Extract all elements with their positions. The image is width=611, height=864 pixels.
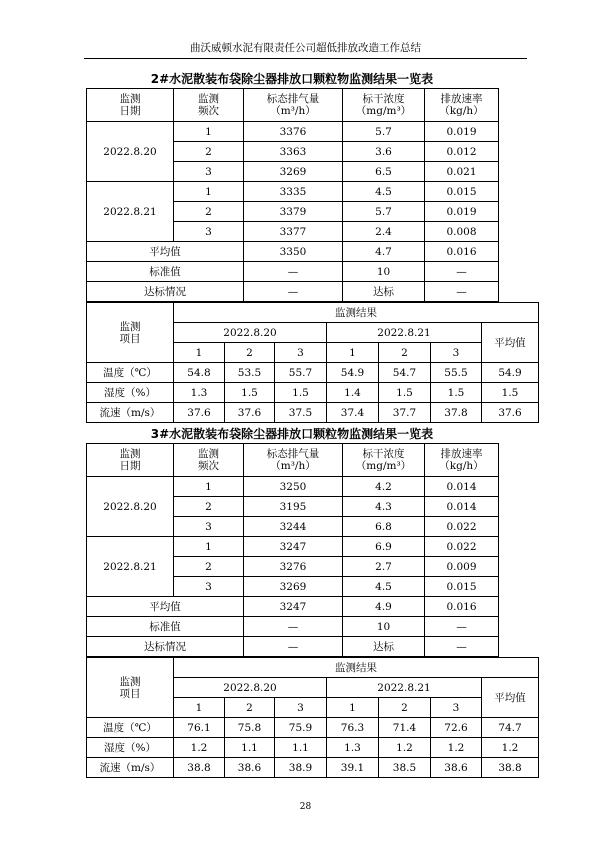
param-value: 1.4	[327, 383, 379, 403]
section-3-dust-collector	[86, 425, 526, 778]
rate-cell: 0.015	[425, 577, 499, 597]
table-row	[87, 537, 499, 557]
date-header: 2022.8.20	[174, 323, 327, 343]
rate-cell: 0.019	[425, 202, 499, 222]
header-concentration: 标干浓度 （mg/m³）	[343, 89, 425, 122]
param-value: 38.9	[275, 758, 327, 778]
average-header: 平均值	[482, 323, 539, 363]
param-value: 1.5	[275, 383, 327, 403]
param-value: 1.2	[379, 738, 431, 758]
run-header: 1	[327, 698, 379, 718]
param-average: 1.2	[482, 738, 539, 758]
compliance-row	[87, 637, 499, 657]
run-header: 2	[225, 698, 275, 718]
flow-cell: 3269	[244, 162, 343, 182]
param-value: 38.8	[174, 758, 225, 778]
param-average: 38.8	[482, 758, 539, 778]
run-cell: 1	[174, 182, 244, 202]
param-value: 71.4	[379, 718, 431, 738]
param-value: 37.6	[174, 403, 225, 423]
rate-cell: 0.012	[425, 142, 499, 162]
param-value: 38.5	[379, 758, 431, 778]
rate-cell: 0.014	[425, 497, 499, 517]
header-row	[87, 444, 499, 477]
date-header: 2022.8.20	[174, 678, 327, 698]
emission-results-table	[86, 443, 499, 657]
concentration-cell: 10	[343, 262, 425, 282]
header-emission-rate: 排放速率 （kg/h）	[425, 444, 499, 477]
rate-cell: 0.022	[425, 517, 499, 537]
rate-cell: 0.016	[425, 597, 499, 617]
run-cell: 1	[174, 477, 244, 497]
concentration-cell: 达标	[343, 282, 425, 302]
results-header: 监测结果	[174, 303, 539, 323]
param-value: 55.5	[431, 363, 482, 383]
run-header: 3	[431, 343, 482, 363]
concentration-cell: 5.7	[343, 202, 425, 222]
parameter-results-table	[86, 302, 539, 423]
param-value: 75.9	[275, 718, 327, 738]
concentration-cell: 5.7	[343, 122, 425, 142]
concentration-cell: 2.4	[343, 222, 425, 242]
flow-cell: 3376	[244, 122, 343, 142]
header-run: 监测 频次	[174, 444, 244, 477]
rate-cell: 0.009	[425, 557, 499, 577]
param-value: 75.8	[225, 718, 275, 738]
page-number: 28	[299, 802, 312, 812]
header-emission-rate: 排放速率 （kg/h）	[425, 89, 499, 122]
flow-cell: 3244	[244, 517, 343, 537]
rate-cell: 0.021	[425, 162, 499, 182]
param-label: 温度（℃）	[87, 363, 174, 383]
date-cell: 2022.8.20	[87, 122, 174, 182]
param-value: 72.6	[431, 718, 482, 738]
table-title: 2#水泥散装布袋除尘器排放口颗粒物监测结果一览表	[150, 72, 434, 86]
average-label: 平均值	[87, 242, 244, 262]
parameter-results-table	[86, 657, 539, 778]
run-header: 3	[431, 698, 482, 718]
header-date: 监测 日期	[87, 89, 174, 122]
concentration-cell: 6.8	[343, 517, 425, 537]
rate-cell: 0.008	[425, 222, 499, 242]
section-2-dust-collector	[86, 70, 526, 423]
param-value: 38.6	[225, 758, 275, 778]
param-label: 温度（℃）	[87, 718, 174, 738]
param-value: 37.6	[225, 403, 275, 423]
flow-cell: 3269	[244, 577, 343, 597]
run-cell: 2	[174, 142, 244, 162]
run-cell: 2	[174, 557, 244, 577]
date-cell: 2022.8.21	[87, 182, 174, 242]
flow-cell: 3363	[244, 142, 343, 162]
flow-cell: 3247	[244, 597, 343, 617]
flow-cell: 3247	[244, 537, 343, 557]
run-header: 1	[174, 698, 225, 718]
header-flow: 标态排气量 （m³/h）	[244, 444, 343, 477]
run-header: 2	[225, 343, 275, 363]
compliance-label: 达标情况	[87, 637, 244, 657]
param-value: 1.5	[225, 383, 275, 403]
run-cell: 3	[174, 162, 244, 182]
table-row	[87, 403, 539, 423]
rate-cell: 0.014	[425, 477, 499, 497]
param-label: 流速（m/s）	[87, 758, 174, 778]
param-value: 37.5	[275, 403, 327, 423]
run-header: 3	[275, 343, 327, 363]
page-header: 曲沃威顿水泥有限责任公司超低排放改造工作总结	[190, 42, 421, 54]
rate-cell: —	[425, 637, 499, 657]
rate-cell: 0.015	[425, 182, 499, 202]
table-row	[87, 477, 499, 497]
average-row	[87, 597, 499, 617]
concentration-cell: 4.3	[343, 497, 425, 517]
run-cell: 3	[174, 577, 244, 597]
param-value: 1.5	[431, 383, 482, 403]
run-header: 1	[174, 343, 225, 363]
table-row	[87, 738, 539, 758]
emission-results-table	[86, 88, 499, 302]
flow-cell: 3377	[244, 222, 343, 242]
param-value: 1.2	[431, 738, 482, 758]
rate-cell: 0.016	[425, 242, 499, 262]
date-cell: 2022.8.21	[87, 537, 174, 597]
param-average: 37.6	[482, 403, 539, 423]
rate-cell: 0.019	[425, 122, 499, 142]
header-run: 监测 频次	[174, 89, 244, 122]
run-cell: 1	[174, 122, 244, 142]
header-flow: 标态排气量 （m³/h）	[244, 89, 343, 122]
date-header: 2022.8.21	[327, 678, 482, 698]
compliance-row	[87, 282, 499, 302]
flow-cell: 3195	[244, 497, 343, 517]
standard-row	[87, 617, 499, 637]
date-header: 2022.8.21	[327, 323, 482, 343]
param-value: 76.3	[327, 718, 379, 738]
flow-cell: 3379	[244, 202, 343, 222]
table-row	[87, 383, 539, 403]
param-value: 53.5	[225, 363, 275, 383]
item-header: 监测 项目	[87, 303, 174, 363]
param-header-row	[87, 303, 539, 323]
param-value: 1.3	[174, 383, 225, 403]
concentration-cell: 4.5	[343, 182, 425, 202]
param-value: 76.1	[174, 718, 225, 738]
param-value: 38.6	[431, 758, 482, 778]
run-header: 3	[275, 698, 327, 718]
concentration-cell: 6.9	[343, 537, 425, 557]
run-cell: 2	[174, 497, 244, 517]
param-average: 1.5	[482, 383, 539, 403]
run-header: 2	[379, 343, 431, 363]
flow-cell: 3250	[244, 477, 343, 497]
standard-row	[87, 262, 499, 282]
table-row	[87, 182, 499, 202]
param-value: 37.7	[379, 403, 431, 423]
header-rule	[84, 58, 527, 59]
param-value: 1.1	[225, 738, 275, 758]
standard-label: 标准值	[87, 617, 244, 637]
param-value: 55.7	[275, 363, 327, 383]
header-concentration: 标干浓度 （mg/m³）	[343, 444, 425, 477]
run-header: 2	[379, 698, 431, 718]
average-row	[87, 242, 499, 262]
table-row	[87, 718, 539, 738]
rate-cell: 0.022	[425, 537, 499, 557]
compliance-label: 达标情况	[87, 282, 244, 302]
param-header-row	[87, 658, 539, 678]
param-label: 湿度（%）	[87, 383, 174, 403]
run-cell: 3	[174, 222, 244, 242]
param-label: 湿度（%）	[87, 738, 174, 758]
rate-cell: —	[425, 617, 499, 637]
concentration-cell: 2.7	[343, 557, 425, 577]
flow-cell: —	[244, 637, 343, 657]
concentration-cell: 4.7	[343, 242, 425, 262]
concentration-cell: 4.5	[343, 577, 425, 597]
param-average: 74.7	[482, 718, 539, 738]
table-row	[87, 122, 499, 142]
param-value: 1.1	[275, 738, 327, 758]
param-label: 流速（m/s）	[87, 403, 174, 423]
param-value: 1.3	[327, 738, 379, 758]
concentration-cell: 3.6	[343, 142, 425, 162]
item-header: 监测 项目	[87, 658, 174, 718]
average-header: 平均值	[482, 678, 539, 718]
flow-cell: 3335	[244, 182, 343, 202]
results-header: 监测结果	[174, 658, 539, 678]
param-value: 54.9	[327, 363, 379, 383]
rate-cell: —	[425, 262, 499, 282]
concentration-cell: 达标	[343, 637, 425, 657]
concentration-cell: 10	[343, 617, 425, 637]
flow-cell: —	[244, 282, 343, 302]
rate-cell: —	[425, 282, 499, 302]
concentration-cell: 6.5	[343, 162, 425, 182]
param-value: 37.8	[431, 403, 482, 423]
param-value: 1.5	[379, 383, 431, 403]
date-cell: 2022.8.20	[87, 477, 174, 537]
header-date: 监测 日期	[87, 444, 174, 477]
table-title: 3#水泥散装布袋除尘器排放口颗粒物监测结果一览表	[150, 427, 434, 441]
flow-cell: 3350	[244, 242, 343, 262]
run-cell: 2	[174, 202, 244, 222]
run-header: 1	[327, 343, 379, 363]
average-label: 平均值	[87, 597, 244, 617]
concentration-cell: 4.9	[343, 597, 425, 617]
flow-cell: —	[244, 617, 343, 637]
param-value: 39.1	[327, 758, 379, 778]
table-row	[87, 363, 539, 383]
concentration-cell: 4.2	[343, 477, 425, 497]
standard-label: 标准值	[87, 262, 244, 282]
flow-cell: 3276	[244, 557, 343, 577]
run-cell: 3	[174, 517, 244, 537]
table-row	[87, 758, 539, 778]
header-row	[87, 89, 499, 122]
param-value: 54.8	[174, 363, 225, 383]
param-value: 1.2	[174, 738, 225, 758]
param-value: 54.7	[379, 363, 431, 383]
flow-cell: —	[244, 262, 343, 282]
param-average: 54.9	[482, 363, 539, 383]
param-value: 37.4	[327, 403, 379, 423]
run-cell: 1	[174, 537, 244, 557]
